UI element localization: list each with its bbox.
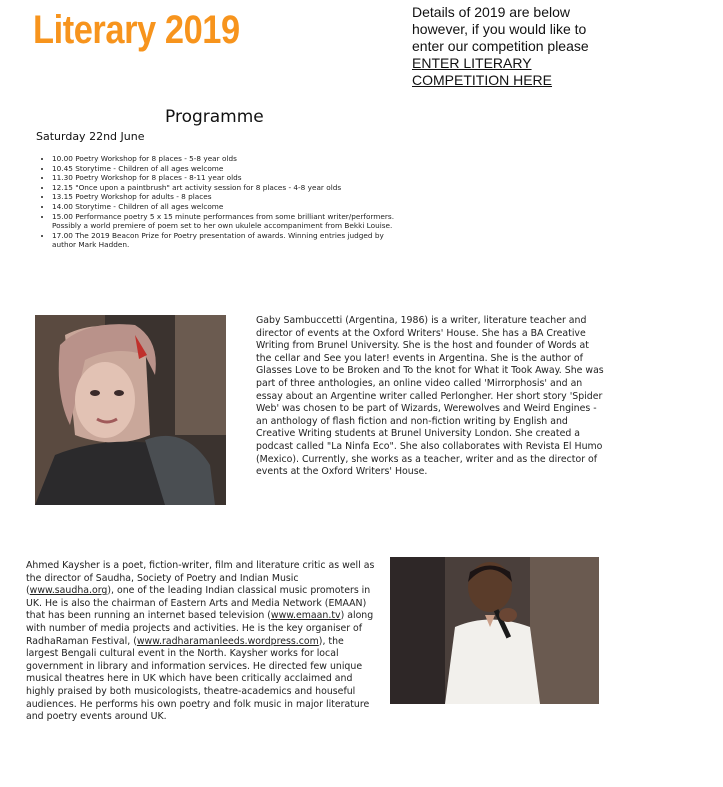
ahmed-kaysher-photo — [390, 557, 599, 704]
enter-competition-link[interactable]: ENTER LITERARY COMPETITION HERE — [412, 55, 553, 88]
list-item: • 17.00 The 2019 Beacon Prize for Poetry presentation of awards. Winning entries judged by author Mark Hadden. — [52, 231, 397, 250]
gaby-sambuccetti-bio: Gaby Sambuccetti (Argentina, 1986) is a writer, literature teacher and director of events at the Oxford Writers' House. She has a BA Creative Writing from Brunel University. She is the host and founder of Words at the cellar and See you later! events in Argentina. She is the author of Glasses Love to be Broken and To the knot for What it Took Away. She was part of three anthologies, an online video called 'Mirrorphosis' and an essay about an Argentine writer called Perlongher. Her short story 'Spider Web' was chosen to be part of Wizards, Werewolves and Weird Engines - an anthology of flash fiction and non-fiction writing by English and Creative Writing students at Brunel University London. She created a podcast called "La Ninfa Eco". She also collaborates with Revista El Humo (Mexico). Currently, she works as a teacher, writer and as the director of events at the Oxford Writers' House. — [256, 315, 604, 478]
list-item: • 10.45 Storytime - Children of all ages welcome — [52, 164, 397, 174]
list-item: • 14.00 Storytime - Children of all ages welcome — [52, 202, 397, 212]
ahmed-kaysher-bio: Ahmed Kaysher is a poet, fiction-writer, film and literature critic as well as the director of Saudha, Society of Poetry and Indian Music (www.saudha.org), one of the leading Indian classical music promoters in UK. He is also the chairman of Eastern Arts and Media Network (EMAAN) that has been running an internet based television (www.emaan.tv) along with number of media projects and activities. He is the key organiser of RadhaRaman Festival, (www.radharamanleeds.wordpress.com), the largest Bengali cultural event in the North. Kaysher works for local government in library and information services. He directed few unique musical theatres here in UK which have been critically acclaimed and highly praised by both musicologists, theatre-academics and houseful audiences. He performs his own poetry and folk music in major literature and poetry events around UK. — [26, 560, 375, 723]
intro-text: Details of 2019 are below however, if you would like to enter our competition please — [412, 4, 589, 54]
programme-date: Saturday 22nd June — [36, 130, 145, 143]
emaan-link[interactable]: www.emaan.tv — [270, 610, 341, 622]
list-item: • 12.15 "Once upon a paintbrush" art activity session for 8 places - 4-8 year olds — [52, 183, 397, 193]
gaby-sambuccetti-photo — [35, 315, 226, 505]
programme-heading: Programme — [165, 107, 264, 127]
list-item: • 11.30 Poetry Workshop for 8 places - 8-11 year olds — [52, 173, 397, 183]
list-item: • 13.15 Poetry Workshop for adults - 8 places — [52, 192, 397, 202]
saudha-link[interactable]: www.saudha.org — [29, 585, 108, 597]
programme-list — [38, 154, 397, 250]
page-title: Literary 2019 — [33, 8, 240, 52]
list-item: • 15.00 Performance poetry 5 x 15 minute performances from some brilliant writer/performers. Possibly a world premiere of poem set to her own ukulele accompaniment from Bekki Louise. — [52, 212, 397, 231]
radharaman-link[interactable]: www.radharamanleeds.wordpress.com — [136, 635, 319, 647]
list-item: • 10.00 Poetry Workshop for 8 places - 5-8 year olds — [52, 154, 397, 164]
competition-intro — [412, 4, 612, 89]
